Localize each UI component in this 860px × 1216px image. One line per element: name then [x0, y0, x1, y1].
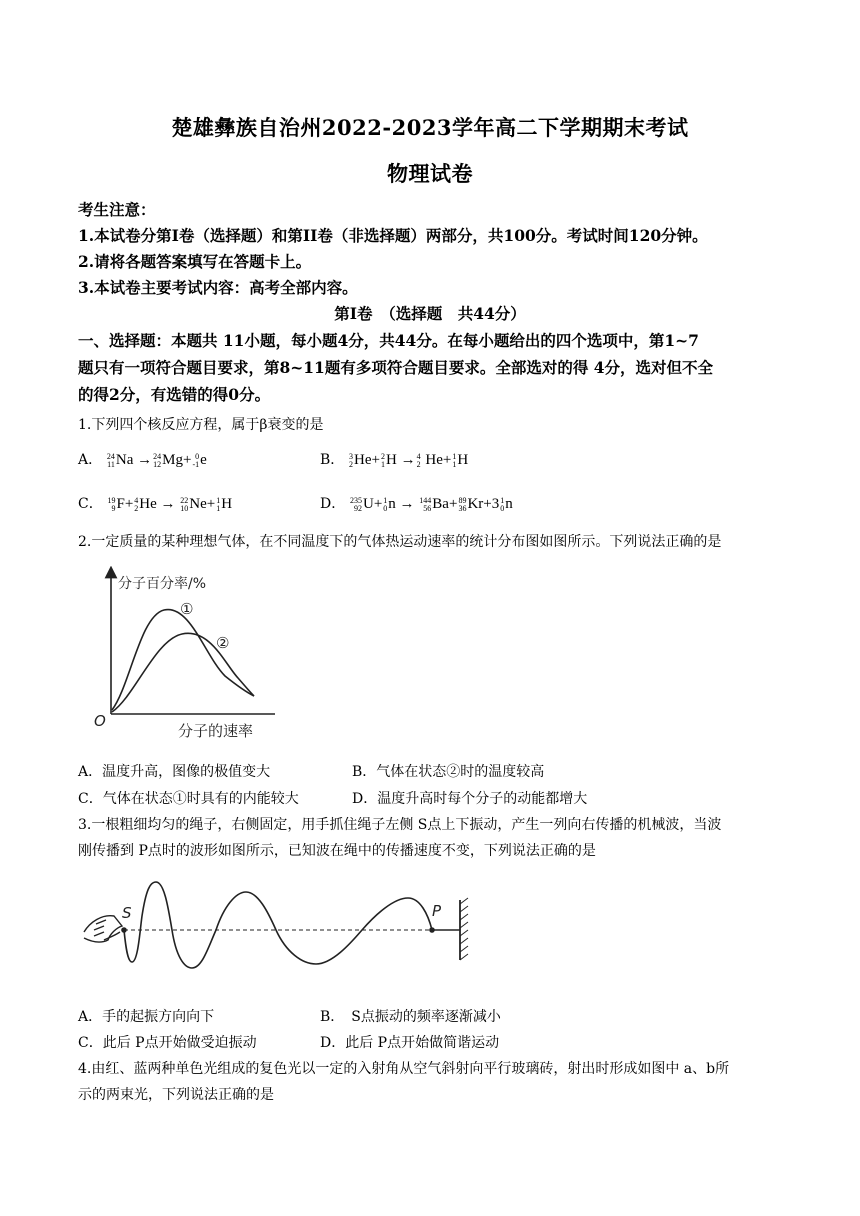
exam-title: 楚雄彝族自治州2022-2023学年高二下学期期末考试: [171, 115, 689, 140]
notice-item-1: 1.本试卷分第I卷（选择题）和第II卷（非选择题）两部分，共100分。考试时间120分钟。: [78, 226, 708, 245]
q2-option-b[interactable]: B．气体在状态②时的温度较高: [352, 764, 545, 780]
q2-option-a[interactable]: A．温度升高，图像的极值变大: [78, 764, 271, 780]
notice-item-2: 2.请将各题答案填写在答题卡上。: [78, 252, 312, 271]
q3-option-d[interactable]: D．此后 P点开始做简谐运动: [320, 1035, 500, 1051]
q3-option-b[interactable]: B． S点振动的频率逐渐减小: [320, 1009, 501, 1025]
q3-option-a[interactable]: A．手的起振方向向下: [78, 1009, 215, 1025]
q3-stem-line-1: 3.一根粗细均匀的绳子，右侧固定，用手抓住绳子左侧 S点上下振动，产生一列向右传播的机械波，当波: [78, 817, 722, 833]
q4-stem-line-2: 示的两束光，下列说法正确的是: [78, 1087, 274, 1103]
speed-distribution-figure: [90, 566, 290, 746]
q1-option-b[interactable]: B． 3 2 He+ 2 1 H → 4 2 He+ 1 1 H: [320, 451, 469, 469]
q1-option-a[interactable]: A． 24 11 Na → 24 12 Mg+ 0 -1 e: [78, 451, 207, 469]
notice-item-3: 3.本试卷主要考试内容：高考全部内容。: [78, 278, 358, 297]
q2-stem: 2.一定质量的某种理想气体，在不同温度下的气体热运动速率的统计分布图如图所示。下列说法正确的是: [78, 534, 722, 550]
section-instructions-2: 题只有一项符合题目要求，第8~11题有多项符合题目要求。全部选对的得 4分，选对但不全: [78, 358, 714, 377]
rope-wave: [124, 882, 432, 968]
curve-2: [112, 633, 254, 712]
q2-option-c[interactable]: C．气体在状态①时具有的内能较大: [78, 791, 299, 807]
q1-option-d[interactable]: D． 235 92 U+ 1 0 n → 144 56 Ba+ 89 36 Kr+3 1 0 n: [320, 495, 513, 513]
section-instructions-1: 一、选择题：本题共 11小题，每小题4分，共44分。在每小题给出的四个选项中，第1~7: [78, 331, 699, 350]
notice-heading: 考生注意：: [78, 200, 156, 219]
point-p-label: P: [432, 902, 442, 920]
x-axis-label: 分子的速率: [178, 722, 254, 740]
point-s-label: S: [122, 904, 132, 922]
section-title: 第I卷 （选择题 共44分）: [334, 304, 526, 323]
exam-subtitle: 物理试卷: [387, 161, 473, 186]
q1-option-c[interactable]: C． 19 9 F+ 4 2 He → 22 10 Ne+ 1 1 H: [78, 495, 233, 513]
y-axis-label: 分子百分率/%: [118, 576, 207, 592]
q4-stem-line-1: 4.由红、蓝两种单色光组成的复色光以一定的入射角从空气斜射向平行玻璃砖，射出时形成如图中 a、b所: [78, 1061, 730, 1077]
curve-2-label: ②: [216, 634, 230, 652]
q1-stem: 1.下列四个核反应方程，属于β衰变的是: [78, 417, 324, 433]
origin-label: O: [94, 712, 106, 730]
q3-option-c[interactable]: C．此后 P点开始做受迫振动: [78, 1035, 257, 1051]
q3-stem-line-2: 刚传播到 P点时的波形如图所示，已知波在绳中的传播速度不变，下列说法正确的是: [78, 843, 596, 859]
curve-1: [112, 610, 254, 710]
curve-1-label: ①: [180, 600, 194, 618]
q2-option-d[interactable]: D．温度升高时每个分子的动能都增大: [352, 791, 588, 807]
hand-icon: [84, 916, 122, 942]
wall-hatching: [460, 898, 468, 960]
point-s: [121, 927, 127, 933]
rope-wave-figure: [80, 876, 480, 976]
section-instructions-3: 的得2分，有选错的得0分。: [78, 385, 271, 404]
